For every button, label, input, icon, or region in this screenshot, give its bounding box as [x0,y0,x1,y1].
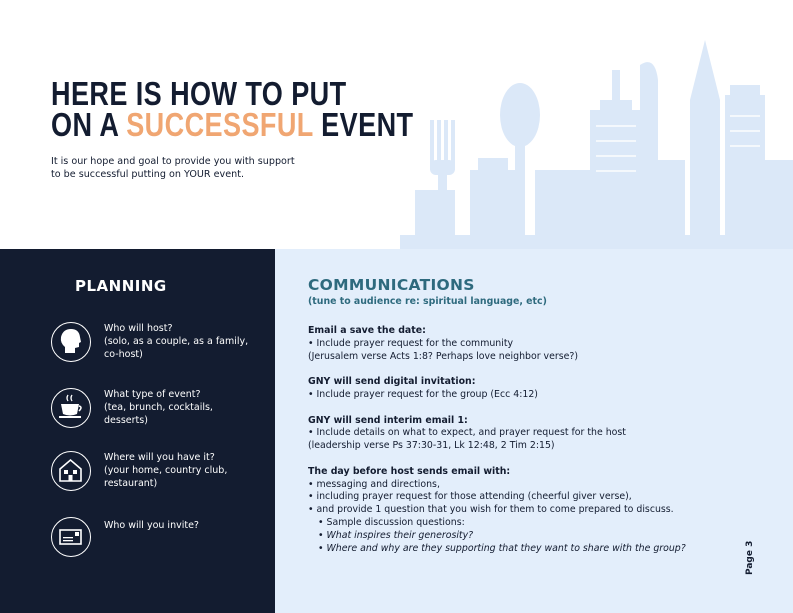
city-skyline-graphic [400,40,793,250]
plan-item-invite-text [104,519,264,532]
plan-line: Who will you invite? [104,520,199,531]
coffee-cup-icon [51,388,91,428]
intro-line-2: to be successful putting on YOUR event. [51,169,244,180]
section-line: • messaging and directions, [308,478,440,490]
communications-subtitle: (tune to audience re: spiritual language, etc) [308,296,547,307]
plan-line: (solo, as a couple, as a family, [104,336,249,347]
plan-item-location-text [104,451,264,490]
section-italic-line: • What inspires their generosity? [318,529,474,541]
communications-title: COMMUNICATIONS [308,276,475,294]
page-headline [51,75,414,143]
headline-line-2 [51,106,414,143]
plan-line: restaurant) [104,478,158,489]
section-heading: The day before host sends email with: [308,465,511,477]
plan-item-host-text [104,322,264,361]
comm-section-save-the-date [308,325,748,363]
envelope-icon [51,517,91,557]
plan-line: (tea, brunch, cocktails, [104,402,213,413]
communications-body [308,325,748,568]
section-line: • Include details on what to expect, and prayer request for the host [308,427,626,439]
section-line: (leadership verse Ps 37:30-31, Lk 12:48, 2 Tim 2:15) [308,440,555,452]
section-italic-line: • Where and why are they supporting that they want to share with the group? [318,542,686,554]
section-heading: GNY will send digital invitation: [308,376,476,388]
comm-section-interim-email [308,415,748,453]
house-icon [51,451,91,491]
plan-line: Where will you have it? [104,452,215,463]
page-number: Page 3 [745,540,755,575]
comm-section-day-before [308,466,748,556]
plan-line: What type of event? [104,389,201,400]
plan-item-type-text [104,388,264,427]
headline-line-2-suffix: EVENT [313,106,414,143]
headline-accent-word: SUCCESSFUL [126,106,314,143]
section-line: • and provide 1 question that you wish for them to come prepared to discuss. [308,504,674,516]
intro-line-1: It is our hope and goal to provide you with support [51,156,295,167]
plan-line: co-host) [104,349,143,360]
plan-line: Who will host? [104,323,173,334]
section-line: • Include prayer request for the community [308,337,514,349]
planning-title: PLANNING [75,277,167,295]
section-line: • including prayer request for those attending (cheerful giver verse), [308,491,632,503]
section-line: (Jerusalem verse Acts 1:8? Perhaps love neighbor verse?) [308,350,578,362]
section-heading: Email a save the date: [308,325,426,336]
plan-line: (your home, country club, [104,465,228,476]
comm-section-digital-invitation [308,376,748,402]
section-heading: GNY will send interim email 1: [308,414,468,426]
person-head-icon [51,322,91,362]
headline-line-2-prefix: ON A [51,106,127,143]
section-sub-line: • Sample discussion questions: [318,516,465,528]
section-line: • Include prayer request for the group (Ecc 4:12) [308,388,538,400]
headline-line-1: HERE IS HOW TO PUT [51,75,347,112]
intro-text [51,155,321,181]
communications-panel [275,249,793,613]
plan-line: desserts) [104,415,148,426]
planning-panel [0,249,275,613]
